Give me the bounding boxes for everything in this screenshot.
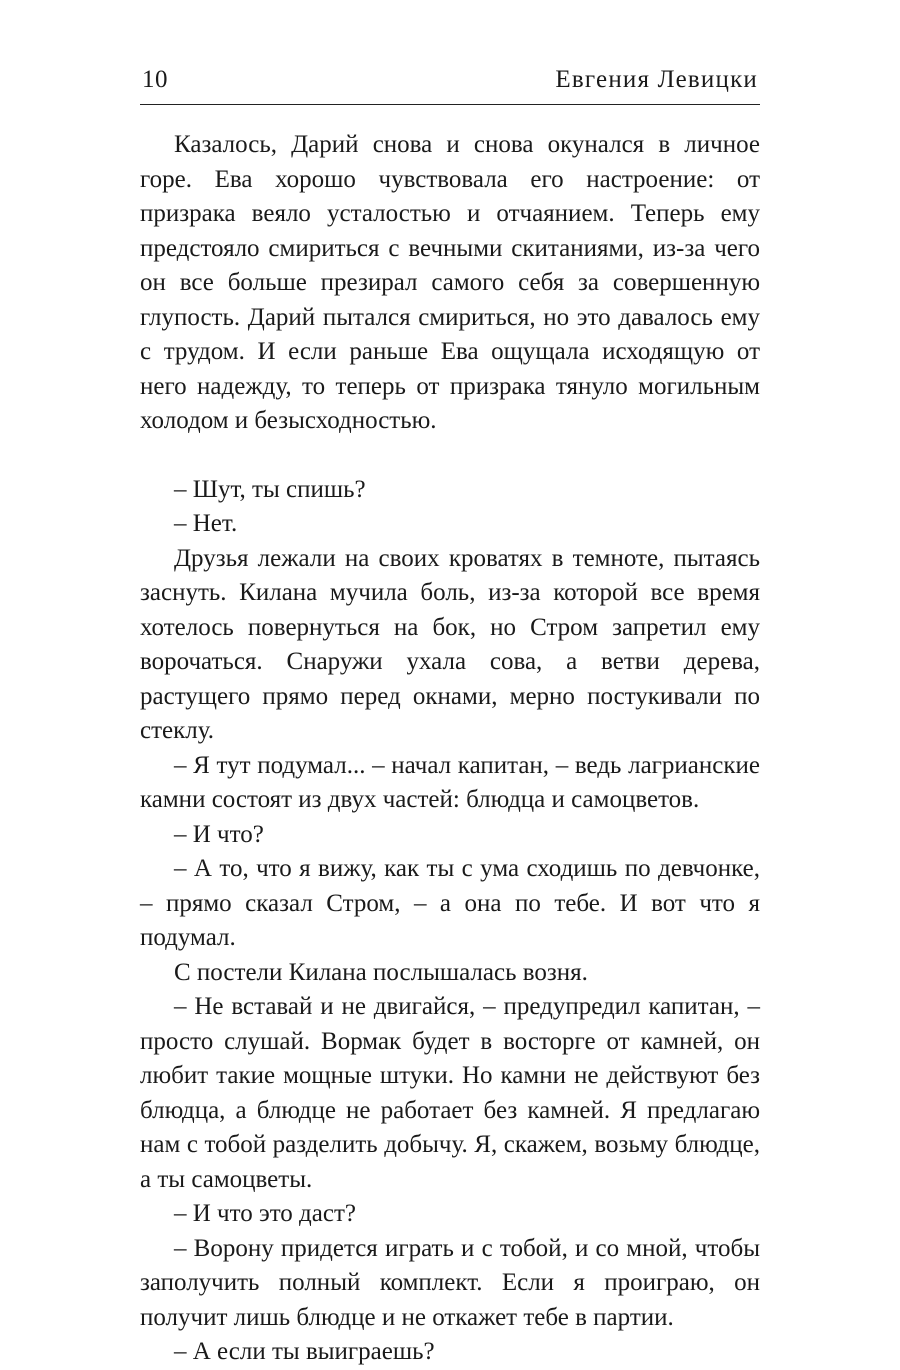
paragraph: Друзья лежали на своих кроватях в темноте, пытаясь заснуть. Килана мучила боль, из-за которой все время хотелось повернуться на бок, но Стром запретил ему ворочаться. Снаружи ухала сова, а ветви дерева, растущего прямо перед окнами, мерно постукивали по стеклу. <box>140 544 760 744</box>
paragraph: С постели Килана послышалась возня. <box>174 958 588 986</box>
dialogue-line: – Нет. <box>174 510 238 537</box>
dialogue-line: – А если ты выиграешь? <box>174 1338 435 1365</box>
dialogue-line: – И что? <box>174 820 264 848</box>
dialogue-line: – А то, что я вижу, как ты с ума сходишь по девчонке, – прямо сказал Стром, – а она по тебе. И вот что я подумал. <box>140 855 760 951</box>
author-name: Евгения Левицки <box>555 66 758 93</box>
running-head <box>140 64 760 98</box>
page-number: 10 <box>142 66 168 93</box>
header-rule <box>140 104 760 105</box>
paragraph: Казалось, Дарий снова и снова окунался в личное горе. Ева хорошо чувствовала его настроение: от призрака веяло усталостью и отчаянием. Теперь ему предстояло смириться с вечными скитаниями, из-за чего он все больше презирал самого себя за совершенную глупость. Дарий пытался смириться, но это давалось ему с трудом. И если раньше Ева ощущала исходящую от него надежду, то теперь от призрака тянуло могильным холодом и безысходностью. <box>140 131 760 434</box>
dialogue-line: – Ворону придется играть и с тобой, и со мной, чтобы заполучить полный комплект. Если я проиграю, он получит лишь блюдце и не откажет тебе в партии. <box>140 1234 760 1331</box>
dialogue-line: – Не вставай и не двигайся, – предупредил капитан, – просто слушай. Вормак будет в восторге от камней, он любит такие мощные штуки. Но камни не действуют без блюдца, а блюдце не работает без камней. Я предлагаю нам с тобой разделить добычу. Я, скажем, возьму блюдце, а ты самоцветы. <box>140 993 760 1193</box>
scene-break <box>140 439 760 473</box>
dialogue-line: – И что это даст? <box>174 1200 356 1227</box>
body-text <box>140 128 760 1370</box>
dialogue-line: – Я тут подумал... – начал капитан, – ведь лагрианские камни состоят из двух частей: блюдца и самоцветов. <box>140 751 760 813</box>
dialogue-line: – Шут, ты спишь? <box>174 475 366 503</box>
